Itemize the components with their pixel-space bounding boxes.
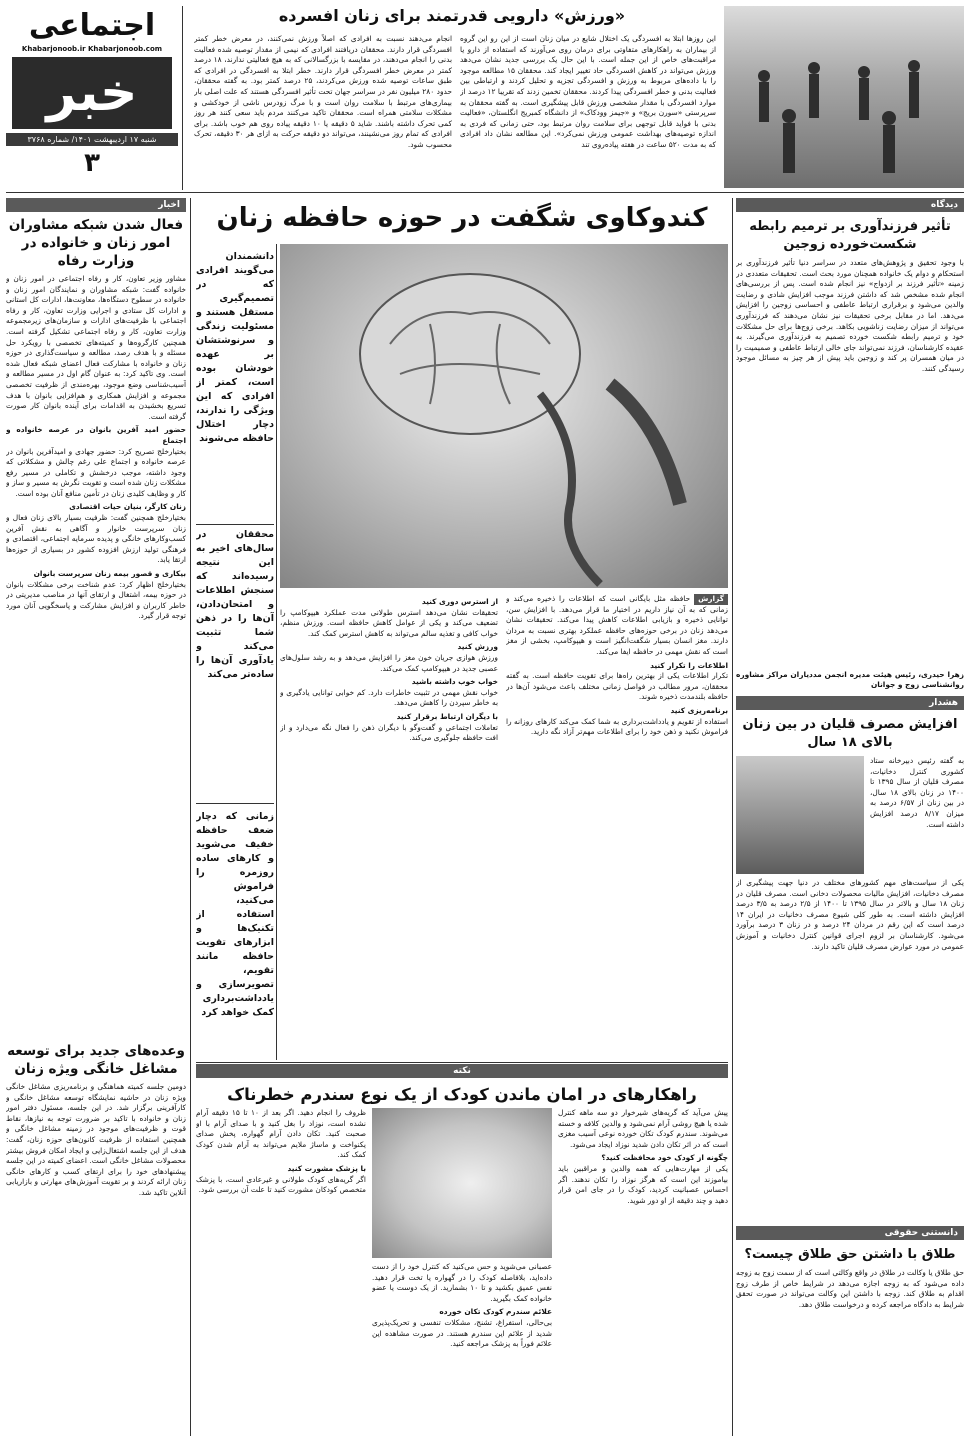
main-sub-b2: ورزش کنید — [457, 642, 498, 652]
main-col-b — [280, 594, 498, 1060]
warning-title: افزایش مصرف قلیان در بین زنان بالای ۱۸ سال — [742, 717, 958, 750]
warning-body-a: به گفته رئیس دبیرخانه ستاد کشوری کنترل دخانیات، مصرف قلیان از سال ۱۳۹۵ تا ۱۴۰۰ در زنان بالای ۱۸ سال، در بین زنان از ۶/۵۷ درصد به میزان ۸/۱۷ درصد افزایش داشته است. — [870, 756, 964, 829]
date-issue: شنبه ۱۷ اردیبهشت ۱۴۰۱/ شماره ۳۷۶۸ — [6, 133, 178, 146]
legal-bar: دانستنی حقوقی — [736, 1226, 964, 1240]
warning-body-b: یکی از سیاست‌های مهم کشورهای مختلف در دنیا جهت پیشگیری از مصرف دخانیات، افزایش مالیات محصولات دخانی است. مصرف قلیان در زنان ۱۸ سال و بالاتر در سال ۱۳۹۵ تا ۱۴۰۰ از ۲/۵ درصد به ۳/۵ درصد افزایش داشته است. به طور کلی شیوع مصرف دخانیات در ایران ۱۴ درصد است که این رقم در مردان ۲۴ درصد و در زنان ۳ درصد برآورد می‌شود. کارشناسان بر لزوم اجرای قوانین کنترل دخانیات و آموزش عمومی در مورد عوارض مصرف قلیان تاکید دارند. — [736, 878, 964, 951]
brain-image — [280, 244, 728, 588]
main-col-a — [506, 594, 728, 1060]
main-sub-b4: با دیگران ارتباط برقرار کنید — [396, 711, 498, 721]
report-label: گزارش — [694, 594, 728, 605]
divider — [732, 198, 733, 1436]
main-story — [196, 198, 728, 1060]
bottom-story-title: راهکارهای در امان ماندن کودک از یک نوع سندرم خطرناک — [227, 1085, 697, 1104]
divider — [196, 1062, 728, 1063]
logo — [12, 57, 172, 129]
brain-illustration — [280, 244, 728, 588]
right-column — [736, 198, 964, 1434]
main-col-b2-text: ورزش هوازی جریان خون مغز را افزایش می‌دهد و به رشد سلول‌های عصبی جدید در هیپوکامپ کمک می‌کند. — [280, 652, 498, 673]
article1-sub3-body: بختیارخلج اظهار کرد: عدم شناخت برخی مشکلات بانوان در حوزه بیمه، اشتغال و ارتقای آنها در مناصب مدیریتی در خاطر کاربران و افزایش مشارکت و پاسخگویی آنان مورد توجه قرار گیرد. — [6, 579, 186, 621]
warning-lead — [736, 756, 964, 874]
site-urls[interactable]: Khabarjonoob.ir Khabarjonoob.com — [21, 45, 163, 53]
main-col-b3-text: خواب نقش مهمی در تثبیت خاطرات دارد. کم خوابی توانایی یادگیری و به خاطر سپردن را کاهش می‌دهد. — [280, 687, 498, 708]
bottom-col2b-text: بی‌حالی، استفراغ، تشنج، مشکلات تنفسی و تحریک‌پذیری شدید از علائم این سندرم هستند. در صورت مشاهده این علائم فوراً به پزشک مراجعه کنید. — [372, 1317, 552, 1349]
bottom-col-1 — [558, 1108, 728, 1434]
top-story-col-right: این روزها ابتلا به افسردگی یک اختلال شایع در میان زنان است از این رو این گروه از بیماران به راهکارهای متفاوتی برای درمان روی می‌آورند که استفاده از دارو یا مراقبت‌های خاص از این جمله است. با این حال یک بررسی جدید نشان می‌دهد ورزش می‌تواند در کاهش افسردگی حاد تغییر ایجاد کند. محققان ۱۵ مطالعه موجود را با داده‌های مربوط به ورزش و افسردگی تجزیه و تحلیل کردند و ارتباطی بین فعالیت بدنی و خطر افسردگی پیدا کردند. محققان تخمین زدند که تقریبا ۱۲ درصد از موارد افسردگی با مقدار مشخصی ورزش قابل پیشگیری است. به گفته محققان به سرپرستی «سورن بریج» و «جیمز وودکاک» از دانشگاه کمبریج انگلستان، «فعالیت بدنی با فواید قابل توجهی برای سلامت روان مرتبط بود، حتی زمانی که فردی به اندازه توصیه‌های بهداشت عمومی ورزش نمی‌کرد». این مطالعه نشان داد افرادی که به مدت ۵۲۰ ساعت در هفته پیاده‌روی تند — [460, 34, 716, 149]
viewpoint-author: زهرا حیدری، رئیس هیئت مدیره انجمن مددیاران مراکز مشاوره روانشناسی زوج و جوانان — [736, 670, 964, 689]
exercise-photo-figures — [724, 6, 964, 188]
bottom-sub1: چگونه از کودک خود محافظت کنید؟ — [601, 1153, 728, 1163]
article1-sub2: زنان کارگر، بنیان حیات اقتصادی — [69, 502, 186, 512]
page-number: ۳ — [84, 148, 100, 178]
article1-sub3: بیکاری و قصور بیمه زنان سرپرست بانوان — [33, 569, 186, 579]
top-story-title: «ورزش» دارویی قدرتمند برای زنان افسرده — [278, 6, 626, 25]
bottom-col-2 — [372, 1262, 552, 1434]
top-story — [188, 6, 964, 188]
article1-body: مشاور وزیر تعاون، کار و رفاه اجتماعی در امور زنان و خانواده گفت: شبکه مشاوران و نمایندگان امور زنان و خانواده در سطوح دستگاه‌ها، معاونت‌ها، ادارات کل استانی و ادارات کل ستادی و اجرایی وزارت تعاون، کار و رفاه اجتماعی با ظرفیت‌های ادارات و سازمان‌های زیرمجموعه وزارت تعاون، کار و رفاه اجتماعی تشکیل گرفته است. همچنین کارگروه‌ها و کمیته‌های تخصصی با رویکرد حل مسئله و با هدف رصد، مطالعه و سیاست‌گذاری در حوزه زنان و خانواده با مشارکت فعال اعضای شبکه فعال شده است. وی تاکید کرد: به عنوان گام اول در مسیر مطالعه و آسیب‌شناسی وضع موجود، بهره‌مندی از ظرفیت تخصصی مجموعه و افزایش همکاری و هم‌افزایی بانوان با هدف تسریع بخشیدن به اقدامات برای آینده بانوان کار صورت گرفته است. — [6, 274, 186, 421]
bottom-col1-text: پیش می‌آید که گریه‌های شیرخوار دو سه ماهه کنترل شده یا هیچ روشی آرام نمی‌شود و والدین کلافه و خسته می‌شوند. سندرم کودک تکان خورده نوعی آسیب مغزی است که در اثر تکان دادن شدید نوزاد ایجاد می‌شود. — [558, 1108, 728, 1149]
divider — [196, 803, 274, 804]
masthead — [6, 6, 178, 186]
main-col-a2-text: تکرار اطلاعات یکی از بهترین راه‌ها برای تقویت حافظه است. به گفته محققان، مرور مطالب در فواصل زمانی مختلف باعث می‌شود آن‌ها در حافظه بلندمدت ذخیره شوند. — [506, 671, 728, 702]
article1-title: فعال شدن شبکه مشاوران امور زنان و خانواده در وزارت رفاه — [8, 217, 184, 269]
tip-bar: نکته — [196, 1064, 728, 1078]
pull-quote-2: محققان در سال‌های اخیر به این نتیجه رسیده‌اند که سنجش اطلاعات و امتحان‌دادن، آن‌ها را در ذهن شما تثبیت می‌کند و یادآوری آن‌ها را ساده‌تر می‌کند — [196, 529, 274, 680]
divider — [182, 6, 183, 190]
bottom-col-3 — [196, 1108, 366, 1434]
bottom-sub2: علائم سندرم کودک تکان خورده — [439, 1307, 552, 1317]
viewpoint-body: با وجود تحقیق و پژوهش‌های متعدد در سراسر دنیا تأثیر فرزندآوری بر استحکام و دوام یک خانواده همچنان مورد بحث است. تحقیقات متعددی در زمینه «تأثیر فرزند بر ازدواج» نیز انجام شده است. پس از بررسی‌های انجام شده مشخص شد که داشتن فرزند موجب افزایش شادی و رضایت والدین می‌شود و برقراری ارتباط عاطفی و احساسی زوجین را افزایش می‌دهد. اما در مقابل برخی تحقیقات نیز نشان می‌دهند که فرزندآوری می‌تواند از میزان رضایت زناشویی بکاهد. برخی زوج‌ها برای حل مشکلات خود و ترمیم رابطه شکست خورده تصمیم به فرزندآوری می‌گیرند. به عقیده کارشناسان، فرزند نمی‌تواند جای خالی ارتباط عاطفی و صمیمیت را در میان همسران پر کند و زوجین باید پیش از هر چیز به مسائل موجود رسیدگی کنند. — [736, 258, 964, 373]
left-column — [6, 198, 186, 1434]
article1-text — [6, 274, 186, 1034]
viewpoint-title: تأثیر فرزندآوری بر ترمیم رابطه شکست‌خورده زوجین — [749, 219, 951, 252]
main-sub-b1: از استرس دوری کنید — [421, 597, 498, 606]
divider — [6, 192, 964, 193]
main-col-b4-text: تعاملات اجتماعی و گفت‌وگو با دیگران ذهن را فعال نگه می‌دارد و از افت حافظه جلوگیری می‌کند. — [280, 722, 498, 743]
article1-sub2-body: بختیارخلج همچنین گفت: ظرفیت بسیار بالای زنان فعال و زنان سرپرست خانوار و آگاهی به نقش آفرین کسب‌وکارهای خانگی و پدیده سرمایه اجتماعی، اقتصادی و فرهنگی تولید ارزش افزوده کشور در بسیاری از حوزه‌ها ارتقا یابد. — [6, 513, 186, 565]
viewpoint-bar: دیدگاه — [736, 198, 964, 212]
legal-body: حق طلاق یا وکالت در طلاق در واقع وکالتی است که از سمت زوج به زوجه داده می‌شود که به زوجه اجازه می‌دهد در شرایط خاص از طرف زوج اقدام به طلاق کند. زوجه با داشتن این وکالت می‌تواند در صورت تحقق شرایط به دادگاه مراجعه کرده و درخواست طلاق دهد. — [736, 1268, 964, 1309]
bottom-col3b-text: اگر گریه‌های کودک طولانی و غیرعادی است، با پزشک متخصص کودکان مشورت کنید تا علت آن بررسی شود. — [196, 1174, 366, 1195]
main-col-b-text: تحقیقات نشان می‌دهد استرس طولانی مدت عملکرد هیپوکامپ را تضعیف می‌کند و یکی از عوامل کاهش حافظه است. ورزش منظم، خواب کافی و تغذیه سالم می‌تواند به کاهش استرس کمک کند. — [280, 607, 498, 638]
bottom-col1b-text: یکی از مهارت‌هایی که همه والدین و مراقبین باید بیاموزند این است که هرگز نوزاد را تکان ندهند. اگر احساس عصبانیت کردید، کودک را در جای امن قرار دهید و چند دقیقه از او دور شوید. — [558, 1163, 728, 1205]
main-col-a-text: حافظه مثل بایگانی است که اطلاعات را ذخیره می‌کند و زمانی که به آن نیاز داریم در اختیار ما قرار می‌دهد. با افزایش سن، توانایی ذخیره و بازیابی اطلاعات کاهش پیدا می‌کند. تحقیقات نشان می‌دهد زنان در برخی حوزه‌های حافظه عملکرد بهتری نسبت به مردان دارند. مغز انسان بسیار شگفت‌انگیز است و هیپوکامپ، بخشی از مغز است که نقش مهمی در حافظه ایفا می‌کند. — [506, 594, 728, 656]
article2-body: دومین جلسه کمیته هماهنگی و برنامه‌ریزی مشاغل خانگی ویژه زنان در حاشیه نمایشگاه توسعه مشاغل خانگی و کارآفرینی برگزار شد. در این جلسه، مسئول دفتر امور زنان و خانواده با تاکید بر ضرورت توجه به نیازها، نقاط قوت و ظرفیت‌های موجود در زمینه مشاغل خانگی و همچنین استفاده از ظرفیت کانون‌های حوزه زنان، گفت: هدف از این جلسه اشتغال‌زایی و ایجاد امکان فروش بیشتر محصولات مشاغل خانگی است. اعضای کمیته در این جلسه پیشنهادهای خود را برای ارتقای کسب و کارهای خانگی زنان ارائه کردند و بر تقویت آموزش‌های مهارتی و بازاریابی آنلاین تاکید شد. — [6, 1082, 186, 1197]
warning-bar: هشدار — [736, 696, 964, 710]
hookah-photo — [736, 756, 864, 874]
bottom-col3-text: ظروف را انجام دهید. اگر بعد از ۱۰ تا ۱۵ دقیقه آرام نشده است، نوزاد را بغل کنید و با صدای آرام با او صحبت کنید. تکان دادن آرام گهواره، پخش صدای یکنواخت و ماساژ ملایم می‌تواند به آرام شدن کودک کمک کند. — [196, 1108, 366, 1160]
bottom-col2-text: عصبانی می‌شوید و حس می‌کنید که کنترل خود را از دست داده‌اید، بلافاصله کودک را در گهواره یا تخت قرار دهید. نفس عمیق بکشید و تا ۱۰ بشمارید. از یک دوست یا عضو خانواده کمک بگیرید. — [372, 1262, 552, 1303]
pull-quote-1: دانشمندان می‌گویند افرادی که در تصمیم‌گیری مستقل هستند و مسئولیت زندگی و سرنوشتشان بر عهده خودشان بوده است، کمتر از افرادی که این ویژگی را ندارند، دچار اختلال حافظه می‌شوند — [196, 251, 274, 444]
main-story-title: کندوکاوی شگفت در حوزه حافظه زنان — [216, 203, 708, 233]
exercise-photo — [724, 6, 964, 188]
bottom-story — [196, 1064, 728, 1436]
article1-sub1-body: بختیارخلج تصریح کرد: حضور جهادی و امیدآفرین بانوان در عرصه خانواده و اجتماع علی رغم چالش و مشکلاتی که وجود داشته، موجب درخشش و تکاملی در مسیر رفع مشکلات زنان شده است و تقویت نگرش به مسیر و ساز و کار و وظایف کلیدی زنان در تأمین منافع آنان بوده است. — [6, 446, 186, 498]
divider — [196, 524, 274, 525]
legal-title: طلاق با داشتن حق طلاق چیست؟ — [744, 1247, 956, 1262]
section-title: اجتماعی — [28, 8, 156, 43]
main-sub-b3: خواب خوب داشته باشید — [411, 677, 498, 687]
article2-title: وعده‌های جدید برای توسعه مشاغل خانگی ویژه زنان — [7, 1043, 185, 1077]
bottom-sub3: با پزشک مشورت کنید — [287, 1163, 366, 1173]
main-sub-a1: اطلاعات را تکرار کنید — [650, 660, 728, 670]
main-sub-a2: برنامه‌ریزی کنید — [670, 705, 728, 715]
news-bar: اخبار — [6, 198, 186, 212]
top-story-col-left: انجام می‌دهند نسبت به افرادی که اصلاً ورزش نمی‌کنند، در معرض خطر کمتر افسردگی قرار دارند. محققان دریافتند افرادی که نیمی از مقدار توصیه شده فعالیت بدنی را انجام می‌دهند، در مقایسه با بزرگسالانی که به هیچ فعالیتی ندارند، ۱۸ درصد کمتر در معرض خطر افسردگی قرار دارند. خطر ابتلا به افسردگی در افرادی که طبق ساعات توصیه شده ورزش می‌کردند، ۲۵ درصد کمتر بود. به گفته محققان، حدود ۲۸۰ میلیون نفر در سراسر جهان تحت تأثیر افسردگی هستند که علت اصلی بار بیماری‌های مرتبط با سلامت روان است و با مرگ زودرس ناشی از خودکشی و مشکلات سلامتی همراه است. محققان تاکید می‌کنند مردم باید سعی کنند هر روز کمی تحرک داشته باشند. شاید ۵ دقیقه یا ۱۰ دقیقه پیاده روی هم خوب باشد. برای افرادی که تمام روز می‌نشینند، می‌تواند دو دقیقه حرکت به ازای هر ۳۰ دقیقه، تحرک محسوب شود. — [194, 34, 452, 149]
main-col-a3-text: استفاده از تقویم و یادداشت‌برداری به شما کمک می‌کند کارهای روزانه را فراموش نکنید و ذهن خود را برای اطلاعات مهم‌تر آزاد نگه دارید. — [506, 716, 728, 737]
pull-quote-3: زمانی که دچار ضعف حافظه خفیف می‌شوید و کارهای ساده روزمره را فراموش می‌کنید، استفاده از تکنیک‌ها و ابزارهای تقویت حافظه مانند تقویم، تصویرسازی و یادداشت‌برداری کمک خواهد کرد — [196, 811, 274, 1018]
baby-photo — [372, 1108, 552, 1258]
article1-sub1: حضور امید آفرین بانوان در عرصه خانواده و اجتماع — [6, 425, 186, 445]
divider — [190, 198, 191, 1436]
divider — [276, 244, 277, 1060]
logo-text: خبر — [46, 63, 138, 123]
